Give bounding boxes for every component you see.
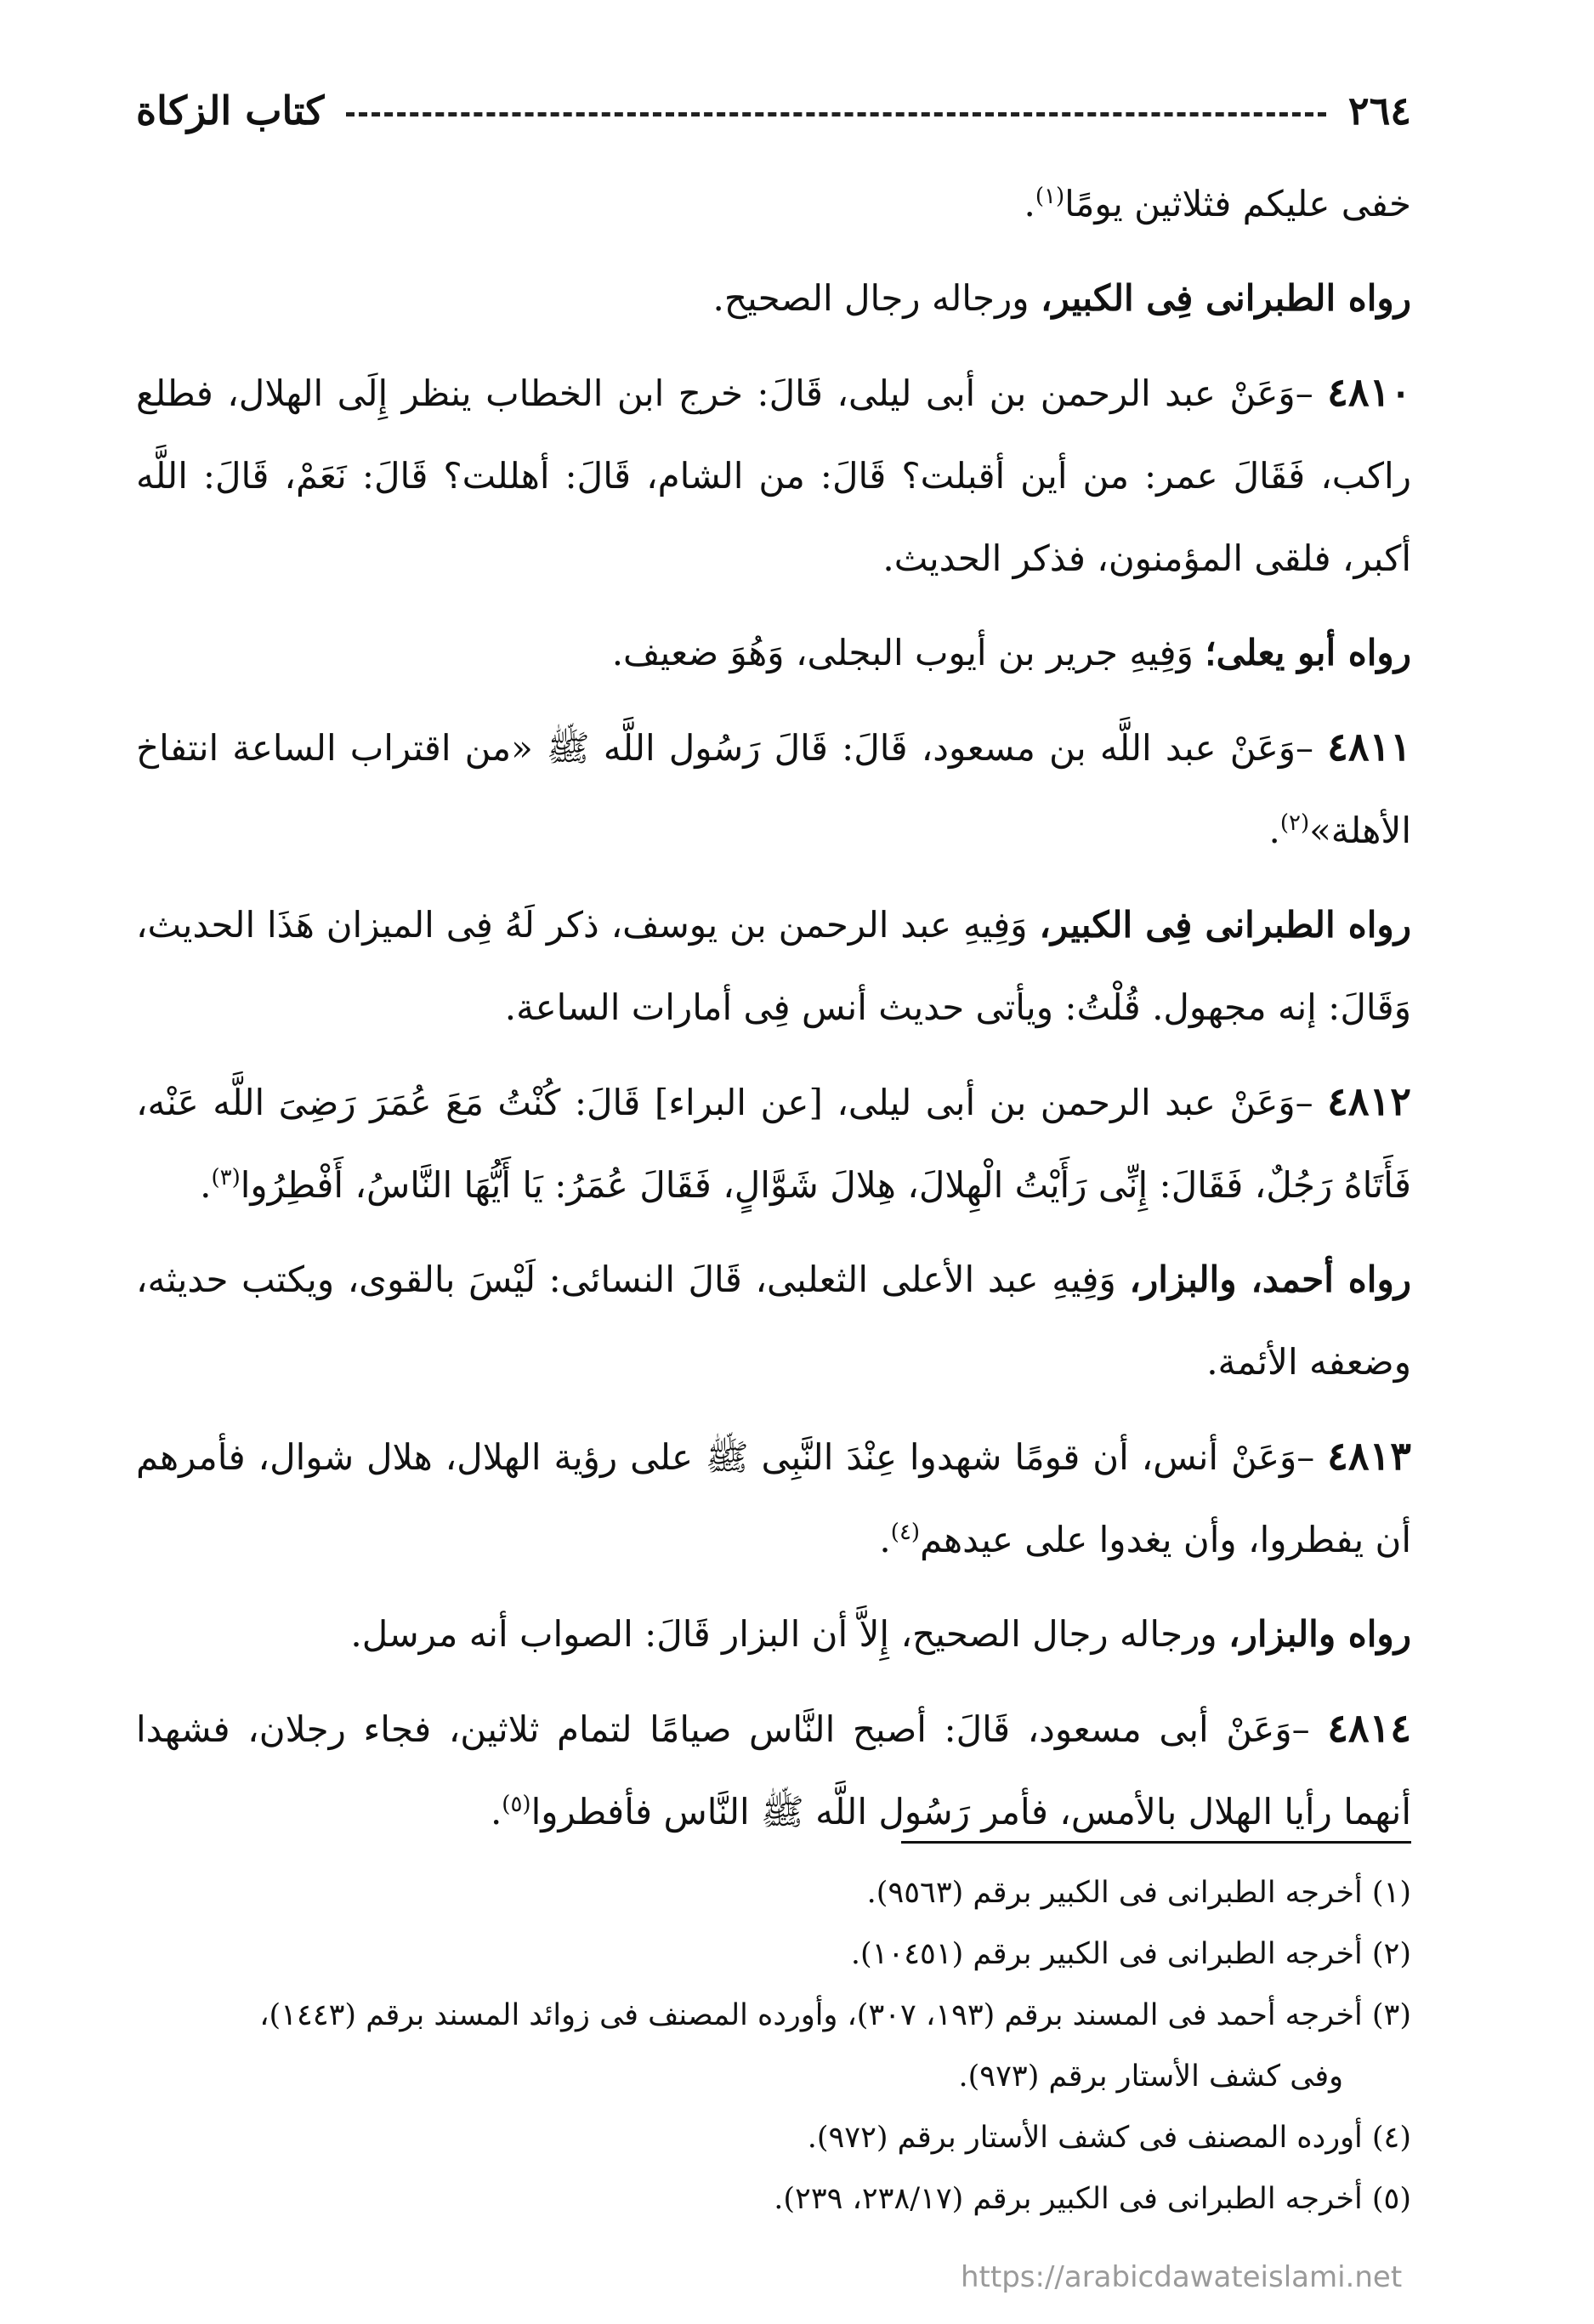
chapter-title: كتاب الزكاة: [136, 88, 325, 134]
source-paragraph: [136, 884, 1411, 1048]
hadith-text: –وَعَنْ عبد اللَّه بن مسعود، قَالَ: قَالَ رَسُول اللَّه ﷺ «من اقتراب الساعة انتفاخ الأهلة»: [136, 727, 1411, 851]
hadith-number: ٤٨١٢: [1327, 1078, 1411, 1124]
paragraph-tail: .: [490, 1791, 502, 1832]
source-paragraph: [136, 257, 1411, 339]
source-paragraph: [136, 1593, 1411, 1675]
footnote: (٤) أورده المصنف فى كشف الأستار برقم (٩٧٢).: [807, 2121, 1411, 2155]
hadith-paragraph: [136, 351, 1411, 599]
footnote-ref: (٥): [502, 1792, 531, 1817]
footnotes: [136, 1862, 1411, 2230]
footnote-separator: [901, 1841, 1411, 1844]
footnote-ref: (٢): [1279, 810, 1310, 836]
source-citation: رواه والبزار،: [1228, 1613, 1411, 1655]
footnote-ref: (٣): [211, 1165, 241, 1190]
page-header: [136, 81, 1411, 140]
hadith-text: –وَعَنْ أبى مسعود، قَالَ: أصبح النَّاس صيامًا لتمام ثلاثين، فجاء رجلان، فشهدا أنهما رأيا الهلال بالأمس، فأمر رَسُول اللَّه ﷺ النَّاس فأفطروا: [136, 1708, 1411, 1832]
source-text: وَفِيهِ عبد الأعلى الثعلبى، قَالَ النسائى: لَيْسَ بالقوى، ويكتب حديثه، وضعفه الأئمة.: [136, 1259, 1411, 1383]
hadith-text: –وَعَنْ عبد الرحمن بن أبى ليلى، قَالَ: خرج ابن الخطاب ينظر إِلَى الهلال، فطلع راكب، فَقَالَ عمر: من أين أقبلت؟ قَالَ: من الشام، قَالَ: أهللت؟ قَالَ: نَعَمْ، قَالَ: اللَّه أكبر، فلقى المؤمنون، فذكر الحديث.: [136, 372, 1411, 579]
footnote: (٥) أخرجه الطبرانى فى الكبير برقم (٢٣٨/١٧، ٢٣٩).: [774, 2182, 1411, 2216]
watermark-url: https://arabicdawateislami.net: [961, 2260, 1403, 2294]
hadith-number: ٤٨١٠: [1327, 369, 1411, 415]
source-text: ورجاله رجال الصحيح، إِلاَّ أن البزار قَالَ: الصواب أنه مرسل.: [350, 1613, 1229, 1655]
hadith-paragraph: [136, 706, 1411, 872]
source-paragraph: [136, 1238, 1411, 1403]
source-paragraph: [136, 611, 1411, 694]
hadith-text: –وَعَنْ عبد الرحمن بن أبى ليلى، [عن البراء] قَالَ: كُنْتُ مَعَ عُمَرَ رَضِىَ اللَّه عَنْه، فَأَتَاهُ رَجُلٌ، فَقَالَ: إِنِّى رَأَيْتُ الْهِلالَ، هِلالَ شَوَّالٍ، فَقَالَ عُمَرُ: يَا أَيُّهَا النَّاسُ، أَفْطِرُوا: [136, 1082, 1411, 1206]
main-text: [136, 162, 1411, 1853]
hadith-number: ٤٨١٣: [1327, 1433, 1411, 1479]
hadith-number: ٤٨١١: [1327, 724, 1411, 770]
hadith-paragraph: [136, 1060, 1411, 1226]
source-citation: رواه أحمد، والبزار،: [1129, 1259, 1412, 1300]
source-text: وَفِيهِ عبد الرحمن بن يوسف، ذكر لَهُ فِى الميزان هَذَا الحديث، وَقَالَ: إنه مجهول. قُلْتُ: ويأتى حديث أنس فِى أمارات الساعة.: [136, 904, 1411, 1028]
footnote: (١) أخرجه الطبرانى فى الكبير برقم (٩٥٦٣).: [866, 1876, 1411, 1910]
text-paragraph: [136, 162, 1411, 245]
footnote-ref: (٤): [890, 1520, 921, 1545]
paragraph-tail: .: [200, 1164, 212, 1206]
paragraph-tail: .: [879, 1519, 891, 1560]
footnote: (٢) أخرجه الطبرانى فى الكبير برقم (١٠٤٥١).: [850, 1937, 1411, 1971]
source-citation: رواه أبو يعلى؛: [1205, 632, 1411, 673]
paragraph-tail: .: [1024, 183, 1035, 224]
hadith-paragraph: [136, 1415, 1411, 1581]
footnote-ref: (١): [1035, 184, 1065, 209]
hadith-text: –وَعَنْ أنس، أن قومًا شهدوا عِنْدَ النَّبِى ﷺ على رؤية الهلال، هلال شوال، فأمرهم أن يفطروا، وأن يغدوا على عيدهم: [136, 1436, 1411, 1560]
hadith-paragraph: [136, 1687, 1411, 1853]
source-citation: رواه الطبرانى فِى الكبير،: [1040, 277, 1411, 319]
paragraph-text: خفى عليكم فثلاثين يومًا: [1064, 183, 1411, 224]
page-number: ٢٦٤: [1347, 88, 1411, 134]
header-dashed-rule: [346, 112, 1326, 116]
footnote: (٣) أخرجه أحمد فى المسند برقم (١٩٣، ٣٠٧)، وأورده المصنف فى زوائد المسند برقم (١٤٤٣)،: [259, 1998, 1411, 2032]
paragraph-tail: .: [1268, 810, 1280, 851]
source-citation: رواه الطبرانى فِى الكبير،: [1039, 904, 1411, 946]
source-text: وَفِيهِ جرير بن أيوب البجلى، وَهُوَ ضعيف.: [611, 632, 1205, 673]
hadith-number: ٤٨١٤: [1327, 1705, 1412, 1751]
footnote-continuation: وفى كشف الأستار برقم (٩٧٣).: [958, 2060, 1343, 2094]
book-page: [136, 81, 1411, 2258]
source-text: ورجاله رجال الصحيح.: [712, 277, 1041, 319]
